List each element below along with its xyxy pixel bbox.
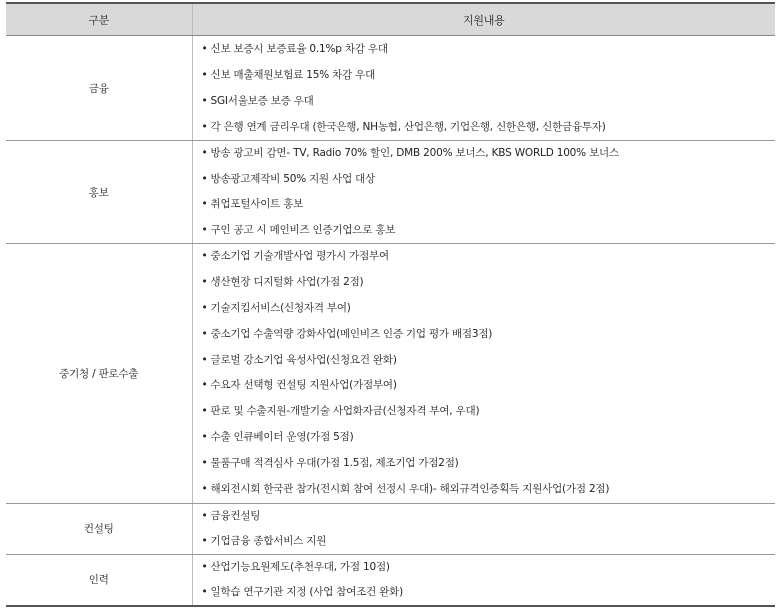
bullet-icon: • — [201, 172, 208, 185]
table-row — [6, 503, 775, 554]
list-item — [202, 167, 776, 193]
category-cell: 금융 — [6, 36, 192, 141]
list-item — [202, 529, 776, 554]
category-cell: 인력 — [6, 554, 192, 606]
support-item-list — [193, 244, 776, 503]
list-item-text: 금융컨설팅 — [210, 509, 261, 522]
list-item — [202, 141, 776, 167]
header-category: 구분 — [6, 3, 192, 36]
bullet-icon: • — [201, 327, 208, 340]
bullet-icon: • — [201, 509, 208, 522]
bullet-icon: • — [201, 560, 208, 573]
list-item — [202, 477, 776, 503]
list-item — [202, 580, 776, 605]
table-body — [6, 36, 775, 606]
list-item-text: 구인 공고 시 메인비즈 인증기업으로 홍보 — [210, 223, 396, 236]
list-item-text: 기업금융 종합서비스 지원 — [210, 534, 327, 547]
table-row — [6, 554, 775, 606]
table-row — [6, 36, 775, 141]
table-row — [6, 244, 775, 504]
bullet-icon: • — [201, 69, 208, 81]
bullet-icon: • — [201, 301, 208, 314]
list-item-text: 중소기업 기술개발사업 평가시 가점부여 — [210, 250, 389, 262]
bullet-icon: • — [201, 431, 208, 444]
list-item-text: 중소기업 수출역량 강화사업(메인비즈 인증 기업 평가 배점3점) — [210, 327, 493, 340]
list-item — [202, 425, 776, 451]
bullet-icon: • — [201, 250, 208, 262]
list-item — [202, 270, 776, 296]
list-item-text: 수요자 선택형 컨설팅 지원사업(가점부여) — [210, 379, 397, 392]
list-item — [202, 348, 776, 374]
bullet-icon: • — [201, 121, 208, 133]
table-header-row — [6, 3, 775, 36]
support-item-list — [193, 504, 776, 554]
list-item-text: 산업기능요원제도(추천우대, 가점 10점) — [210, 560, 390, 573]
list-item-text: 수출 인큐베이터 운영(가점 5점) — [210, 431, 354, 444]
list-item-text: 신보 매출채원보험료 15% 차감 우대 — [210, 69, 376, 81]
list-item — [202, 373, 776, 399]
bullet-icon: • — [201, 534, 208, 547]
list-item — [202, 504, 776, 529]
content-cell — [192, 36, 775, 141]
support-item-list — [193, 36, 776, 140]
list-item-text: 판로 및 수출지원-개발기술 사업화자금(신청자격 부여, 우대) — [210, 405, 480, 418]
bullet-icon: • — [201, 147, 208, 159]
list-item-text: 해외전시회 한국관 참가(전시회 참여 선정시 우대)- 해외규격인증획득 지원사업(가점 2점) — [210, 483, 610, 496]
support-table-container — [6, 2, 775, 607]
bullet-icon: • — [201, 43, 208, 55]
list-item — [202, 218, 776, 244]
list-item — [202, 62, 776, 88]
list-item — [202, 36, 776, 62]
support-table — [6, 2, 775, 607]
list-item — [202, 114, 776, 140]
content-cell — [192, 244, 775, 504]
category-cell: 컨설팅 — [6, 503, 192, 554]
list-item-text: 각 은행 연계 금리우대 (한국은행, NH농협, 산업은행, 기업은행, 신한은행, 신한금융투자) — [210, 121, 606, 133]
bullet-icon: • — [201, 379, 208, 392]
content-cell — [192, 141, 775, 244]
list-item — [202, 244, 776, 270]
content-cell — [192, 554, 775, 606]
list-item-text: 물품구매 적격심사 우대(가점 1.5점, 제조기업 가점2점) — [210, 457, 459, 470]
bullet-icon: • — [201, 405, 208, 418]
list-item-text: 생산현장 디지털화 사업(가점 2점) — [210, 275, 364, 288]
support-item-list — [193, 555, 776, 605]
bullet-icon: • — [201, 585, 208, 598]
list-item-text: 방송광고제작비 50% 지원 사업 대상 — [210, 172, 376, 185]
bullet-icon: • — [201, 483, 208, 496]
list-item — [202, 555, 776, 580]
list-item-text: SGI서울보증 보증 우대 — [210, 95, 314, 107]
category-cell: 중기청 / 판로수출 — [6, 244, 192, 504]
list-item-text: 일학습 연구기관 지정 (사업 참여조건 완화) — [210, 585, 404, 598]
content-cell — [192, 503, 775, 554]
list-item-text: 글로벌 강소기업 육성사업(신청요건 완화) — [210, 353, 397, 366]
bullet-icon: • — [201, 275, 208, 288]
list-item — [202, 88, 776, 114]
bullet-icon: • — [201, 353, 208, 366]
list-item — [202, 296, 776, 322]
bullet-icon: • — [201, 95, 208, 107]
list-item — [202, 322, 776, 348]
support-item-list — [193, 141, 776, 243]
list-item — [202, 192, 776, 218]
list-item-text: 신보 보증시 보증료율 0.1%p 차감 우대 — [210, 43, 388, 55]
bullet-icon: • — [201, 457, 208, 470]
category-cell: 홍보 — [6, 141, 192, 244]
list-item-text: 취업포털사이트 홍보 — [210, 198, 304, 210]
bullet-icon: • — [201, 223, 208, 236]
list-item-text: 방송 광고비 감면- TV, Radio 70% 할인, DMB 200% 보너스, KBS WORLD 100% 보너스 — [210, 147, 619, 159]
table-row — [6, 141, 775, 244]
list-item — [202, 399, 776, 425]
list-item — [202, 451, 776, 477]
bullet-icon: • — [201, 198, 208, 210]
header-content: 지원내용 — [192, 3, 775, 36]
list-item-text: 기술지킴서비스(신청자격 부여) — [210, 301, 351, 314]
